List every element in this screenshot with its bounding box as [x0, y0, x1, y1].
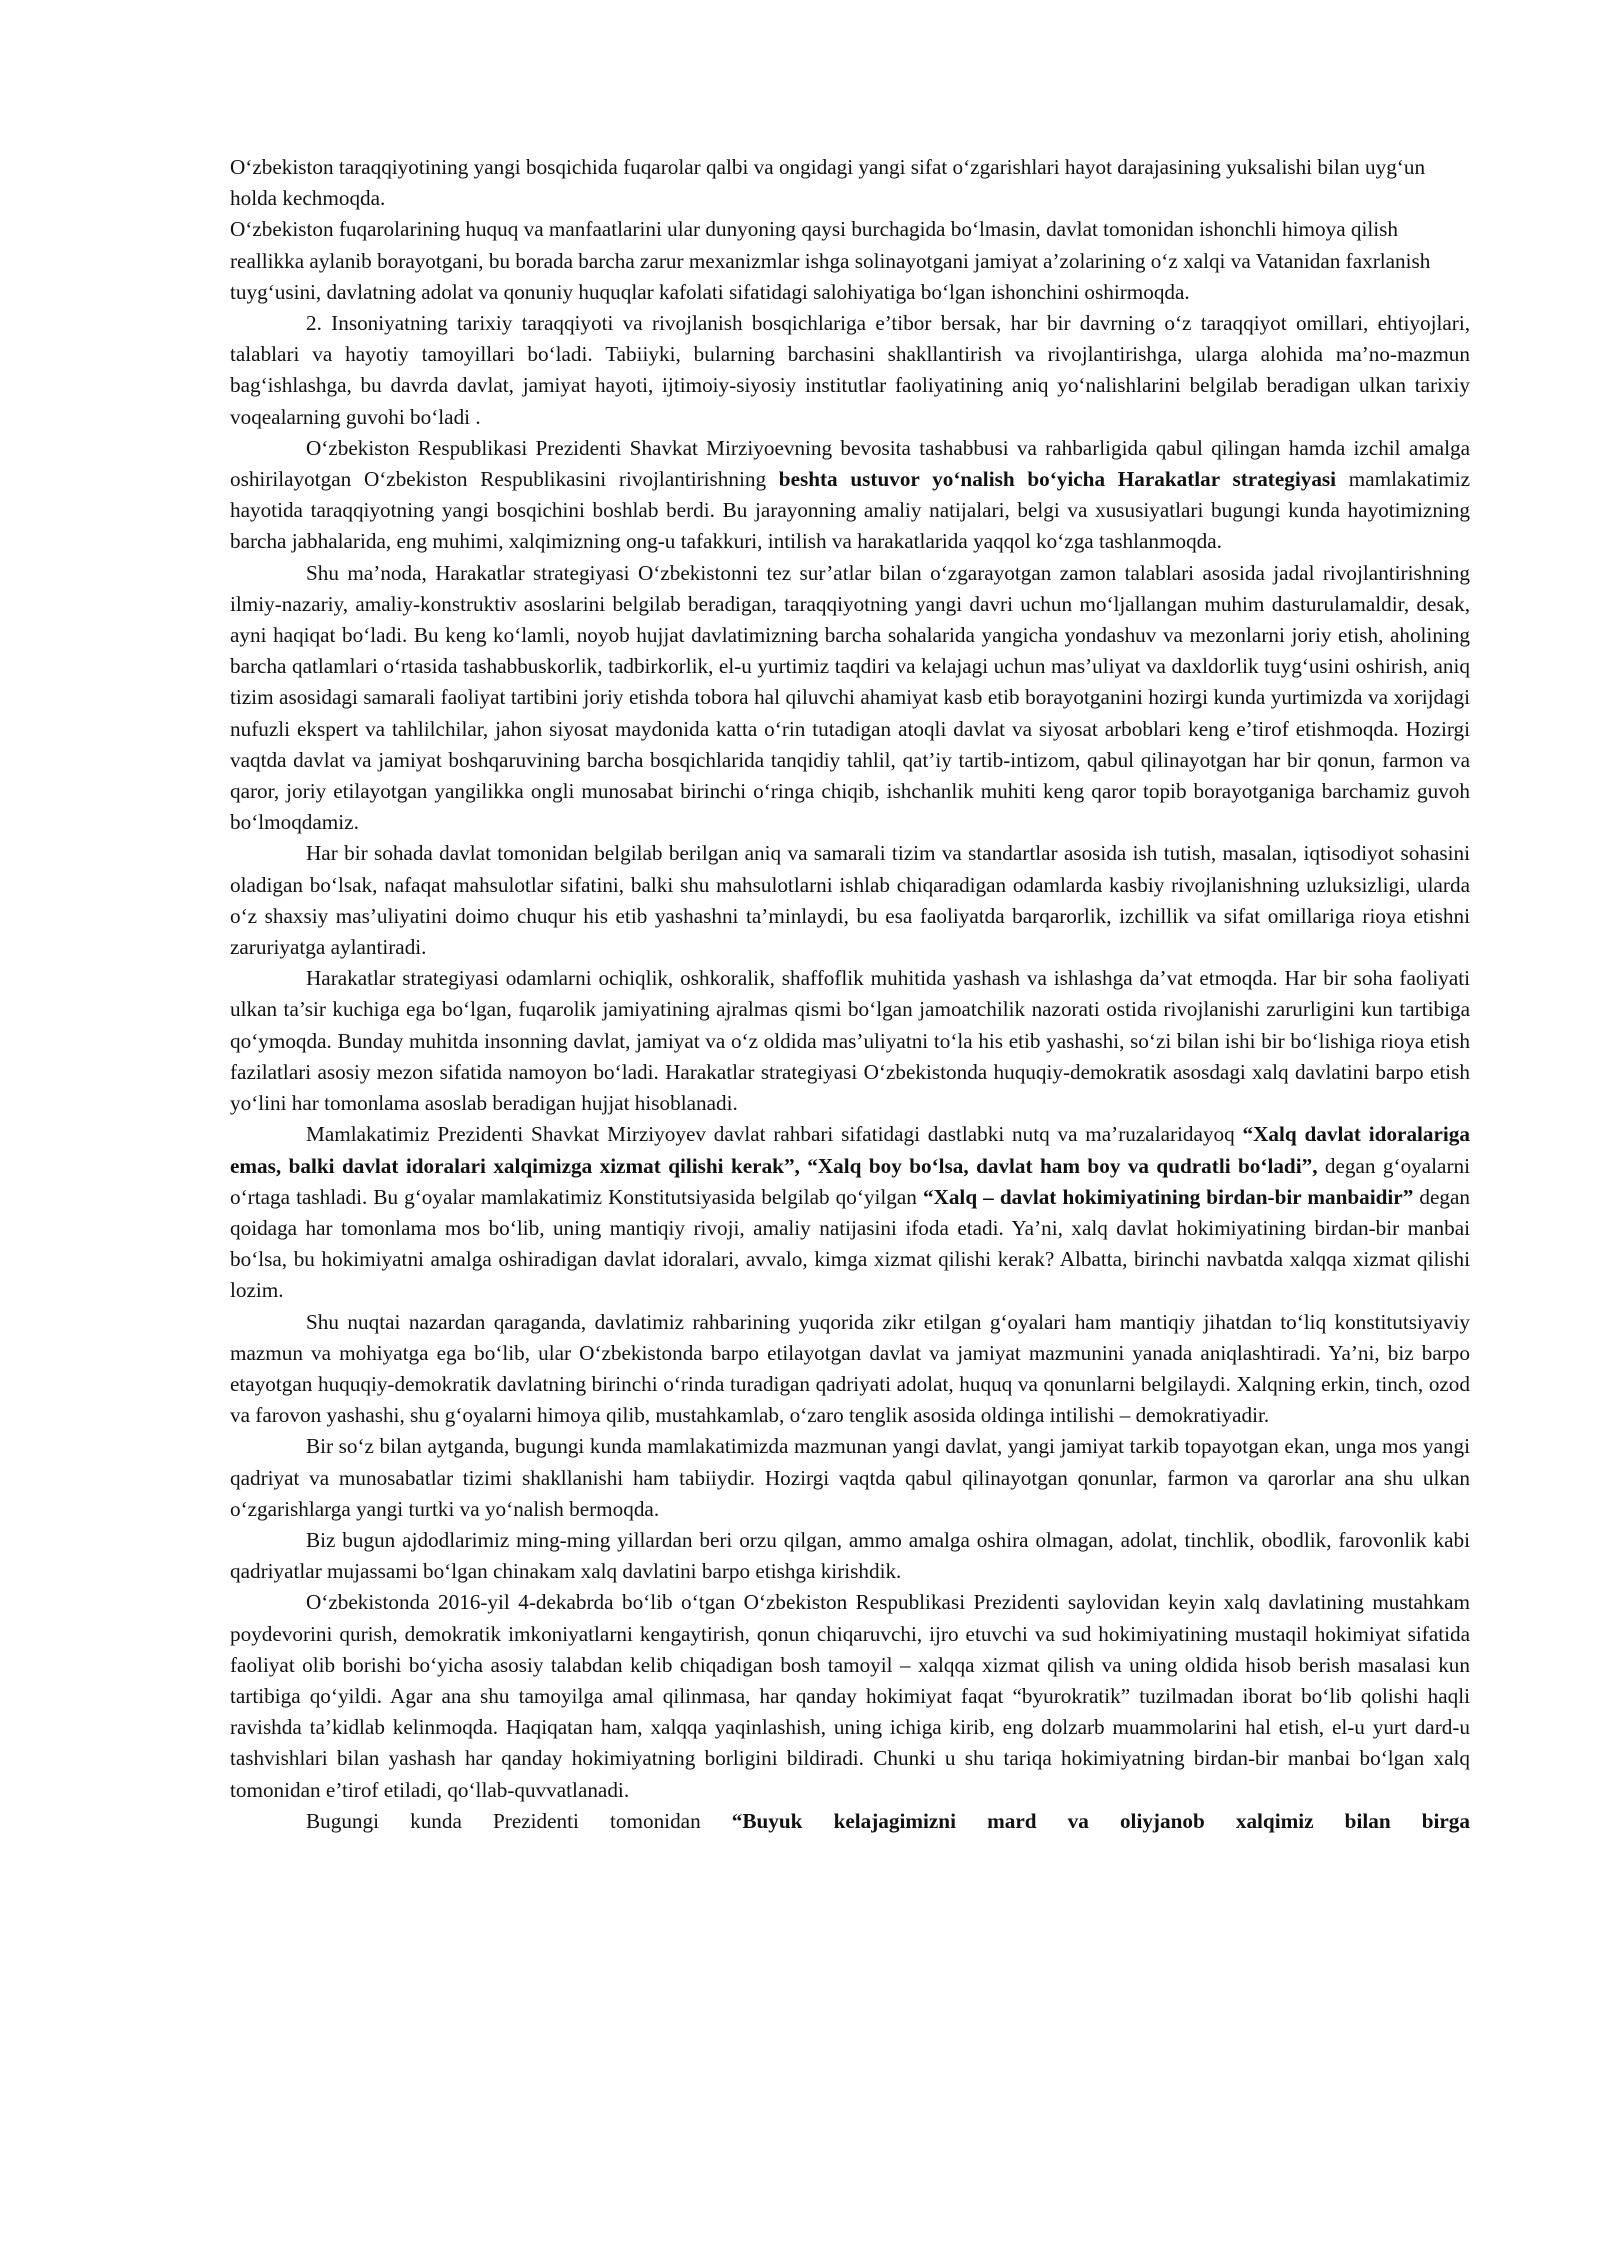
paragraph-text: O‘zbekiston Respublikasi Prezidenti Shavkat Mirziyoevning bevosita tashabbusi va rahbarligida qabul qilingan hamda izchil amalga oshirilayotgan O‘zbekiston Respublikasini rivojlantirishning [230, 435, 1470, 492]
body-paragraph [230, 1587, 1470, 1805]
paragraph-text: 2. Insoniyatning tarixiy taraqqiyoti va rivojlanish bosqichlariga e’tibor bersak, har bir davrning o‘z taraqqiyot omillari, ehtiyojlari, talablari va hayotiy tamoyillari bo‘ladi. Tabiiyki, bularning barchasini shakllantirish va rivojlantirishga, ularga alohida ma’no-mazmun bag‘ishlashga, bu davrda davlat, jamiyat hayoti, ijtimoiy-siyosiy institutlar faoliyatining aniq yo‘nalishlarini belgilab beradigan ulkan tarixiy voqealarning guvohi bo‘ladi . [230, 311, 1470, 429]
paragraph-text: O‘zbekistonda 2016-yil 4-dekabrda bo‘lib o‘tgan O‘zbekiston Respublikasi Prezidenti saylovidan keyin xalq davlatining mustahkam poydevorini qurish, demokratik imkoniyatlarni kengaytirish, qonun chiqaruvchi, ijro etuvchi va sud hokimiyatining mustaqil hokimiyat sifatida faoliyat olib borishi bo‘yicha asosiy talabdan kelib chiqadigan bosh tamoyil – xalqqa xizmat qilish va uning oldida hisob berish masalasi kun tartibiga qo‘yildi. Agar ana shu tamoyilga amal qilinmasa, har qanday hokimiyat faqat “byurokratik” tuzilmadan iborat bo‘lib qolishi haqli ravishda ta’kidlab kelinmoqda. Haqiqatan ham, xalqqa yaqinlashish, uning ichiga kirib, eng dolzarb muammolarini hal etish, el-u yurt dard-u tashvishlari bilan yashash har qanday hokimiyatning borligini bildiradi. Chunki u shu tariqa hokimiyatning birdan-bir manbai bo‘lgan xalq tomonidan e’tirof etiladi, qo‘llab-quvvatlanadi. [230, 1590, 1470, 1802]
body-paragraph [230, 214, 1470, 308]
body-paragraph [230, 152, 1470, 214]
body-paragraph [230, 558, 1470, 839]
paragraph-text: Bir so‘z bilan aytganda, bugungi kunda mamlakatimizda mazmunan yangi davlat, yangi jamiyat tarkib topayotgan ekan, unga mos yangi qadriyat va munosabatlar tizimi shakllanishi ham tabiiydir. Hozirgi vaqtda qabul qilinayotgan qonunlar, farmon va qarorlar ana shu ulkan o‘zgarishlarga yangi turtki va yo‘nalish bermoqda. [230, 1434, 1470, 1521]
paragraph-text: Harakatlar strategiyasi odamlarni ochiqlik, oshkoralik, shaffoflik muhitida yashash va ishlashga da’vat etmoqda. Har bir soha faoliyati ulkan ta’sir kuchiga ega bo‘lgan, fuqarolik jamiyatining ajralmas qismi bo‘lgan jamoatchilik nazorati ostida rivojlanishi zarurligini kun tartibiga qo‘ymoqda. Bunday muhitda insonning davlat, jamiyat va o‘z oldida mas’uliyatni to‘la his etib yashashi, so‘zi bilan ishi bir bo‘lishiga rioya etish fazilatlari asosiy mezon sifatida namoyon bo‘ladi. Harakatlar strategiyasi O‘zbekistonda huquqiy-demokratik asosdagi xalq davlatini barpo etish yo‘lini har tomonlama asoslab beradigan hujjat hisoblanadi. [230, 966, 1470, 1116]
paragraph-text: Har bir sohada davlat tomonidan belgilab berilgan aniq va samarali tizim va standartlar asosida ish tutish, masalan, iqtisodiyot sohasini oladigan bo‘lsak, nafaqat mahsulotlar sifatini, balki shu mahsulotlarni ishlab chiqaradigan odamlarda kasbiy rivojlanishning uzluksizligi, ularda o‘z shaxsiy mas’uliyatini doimo chuqur his etib yashashni ta’minlaydi, bu esa faoliyatda barqarorlik, izchillik va sifat omillariga rioya etishni zaruriyatga aylantiradi. [230, 841, 1470, 960]
bold-emphasis-text: “Xalq davlat idoralariga emas, balki davlat idoralari xalqimizga xizmat qilishi kerak”, “Xalq boy bo‘lsa, davlat ham boy va qudratli bo‘ladi”, [230, 1122, 1470, 1178]
body-paragraph [230, 838, 1470, 963]
paragraph-text: Mamlakatimiz Prezidenti Shavkat Mirziyoyev davlat rahbari sifatidagi dastlabki nutq va ma’ruzalaridayoq [306, 1122, 1243, 1147]
paragraph-text: O‘zbekiston fuqarolarining huquq va manfaatlarini ular dunyoning qaysi burchagida bo‘lmasin, davlat tomonidan ishonchli himoya qilish reallikka aylanib borayotgani, bu borada barcha zarur mexanizmlar ishga solinayotgani jamiyat a’zolarining o‘z xalqi va Vatanidan faxrlanish tuyg‘usini, davlatning adolat va qonuniy huquqlar kafolati sifatidagi salohiyatiga bo‘lgan ishonchini oshirmoqda. [230, 217, 1431, 304]
bold-emphasis-text: “Buyuk kelajagimizni mard va oliyjanob xalqimiz bilan birga [731, 1808, 1470, 1833]
body-paragraph [230, 308, 1470, 433]
body-paragraph [230, 1431, 1470, 1525]
paragraph-text: O‘zbekiston taraqqiyotining yangi bosqichida fuqarolar qalbi va ongidagi yangi sifat o‘zgarishlari hayot darajasining yuksalishi bilan uyg‘un holda kechmoqda. [230, 155, 1426, 211]
body-paragraph [230, 1806, 1470, 1837]
paragraph-text: degan qoidaga har tomonlama mos bo‘lib, uning mantiqiy rivoji, amaliy natijasini ifoda etadi. Ya’ni, xalq davlat hokimiyatining birdan-bir manbai bo‘lsa, bu hokimiyatni amalga oshiradigan davlat idoralari, avvalo, kimga xizmat qilishi kerak? Albatta, birinchi navbatda xalqqa xizmat qilishi lozim. [230, 1184, 1470, 1303]
body-paragraph [230, 1119, 1470, 1306]
body-paragraph [230, 433, 1470, 558]
paragraph-text: Shu ma’noda, Harakatlar strategiyasi O‘zbekistonni tez sur’atlar bilan o‘zgarayotgan zamon talablari asosida jadal rivojlantirishning ilmiy-nazariy, amaliy-konstruktiv asoslarini belgilab beradigan, taraqqiyotning yangi davri uchun mo‘ljallangan muhim dasturulamaldir, desak, ayni haqiqat bo‘ladi. Bu keng ko‘lamli, noyob hujjat davlatimizning barcha sohalarida yangicha yondashuv va mezonlarni joriy etish, aholining barcha qatlamlari o‘rtasida tashabbuskorlik, tadbirkorlik, el-u yurtimiz taqdiri va kelajagi uchun mas’uliyat va daxldorlik tuyg‘usini oshirish, aniq tizim asosidagi samarali faoliyat tartibini joriy etishda tobora hal qiluvchi ahamiyat kasb etib borayotganini hozirgi kunda yurtimizda va xorijdagi nufuzli ekspert va tahlilchilar, jahon siyosat maydonida katta o‘rin tutadigan atoqli davlat va siyosat arboblari keng e’tirof etishmoqda. Hozirgi vaqtda davlat va jamiyat boshqaruvining barcha bosqichlarida tanqidiy tahlil, qat’iy tartib-intizom, qabul qilinayotgan har bir qonun, farmon va qaror, joriy etilayotgan yangilikka ongli munosabat birinchi o‘ringa chiqib, ishchanlik muhiti keng qaror topib borayotganiga barchamiz guvoh bo‘lmoqdamiz. [230, 560, 1470, 835]
body-paragraph [230, 1307, 1470, 1432]
paragraph-text: Shu nuqtai nazardan qaraganda, davlatimiz rahbarining yuqorida zikr etilgan g‘oyalari ham mantiqiy jihatdan to‘liq konstitutsiyaviy mazmun va mohiyatga ega bo‘lib, ular O‘zbekistonda barpo etilayotgan davlat va jamiyat mazmunini yanada aniqlashtiradi. Ya’ni, biz barpo etayotgan huquqiy-demokratik davlatning birinchi o‘rinda turadigan qadriyati adolat, huquq va qonunlarni belgilaydi. Xalqning erkin, tinch, ozod va farovon yashashi, shu g‘oyalarni himoya qilib, mustahkamlab, o‘zaro tenglik asosida oldinga intilishi – demokratiyadir. [230, 1309, 1470, 1428]
body-paragraph [230, 1525, 1470, 1587]
paragraph-text: mamlakatimiz hayotida taraqqiyotning yangi bosqichini boshlab berdi. Bu jarayonning amaliy natijalari, belgi va xususiyatlari bugungi kunda hayotimizning barcha jabhalarida, eng muhimi, xalqimizning ong-u tafakkuri, intilish va harakatlarida yaqqol ko‘zga tashlanmoqda. [230, 467, 1470, 554]
bold-emphasis-text: “Xalq – davlat hokimiyatining birdan-bir manbaidir” [922, 1184, 1414, 1209]
bold-emphasis-text: beshta ustuvor yo‘nalish bo‘yicha Harakatlar strategiyasi [778, 467, 1337, 492]
document-page [230, 152, 1470, 1837]
body-paragraph [230, 963, 1470, 1119]
paragraph-text: Biz bugun ajdodlarimiz ming-ming yillardan beri orzu qilgan, ammo amalga oshira olmagan, adolat, tinchlik, obodlik, farovonlik kabi qadriyatlar mujassami bo‘lgan chinakam xalq davlatini barpo etishga kirishdik. [230, 1527, 1470, 1584]
paragraph-text: degan g‘oyalarni o‘rtaga tashladi. Bu g‘oyalar mamlakatimiz Konstitutsiyasida belgilab qo‘yilgan [230, 1153, 1470, 1209]
paragraph-text: Bugungi kunda Prezidenti tomonidan [306, 1808, 732, 1833]
